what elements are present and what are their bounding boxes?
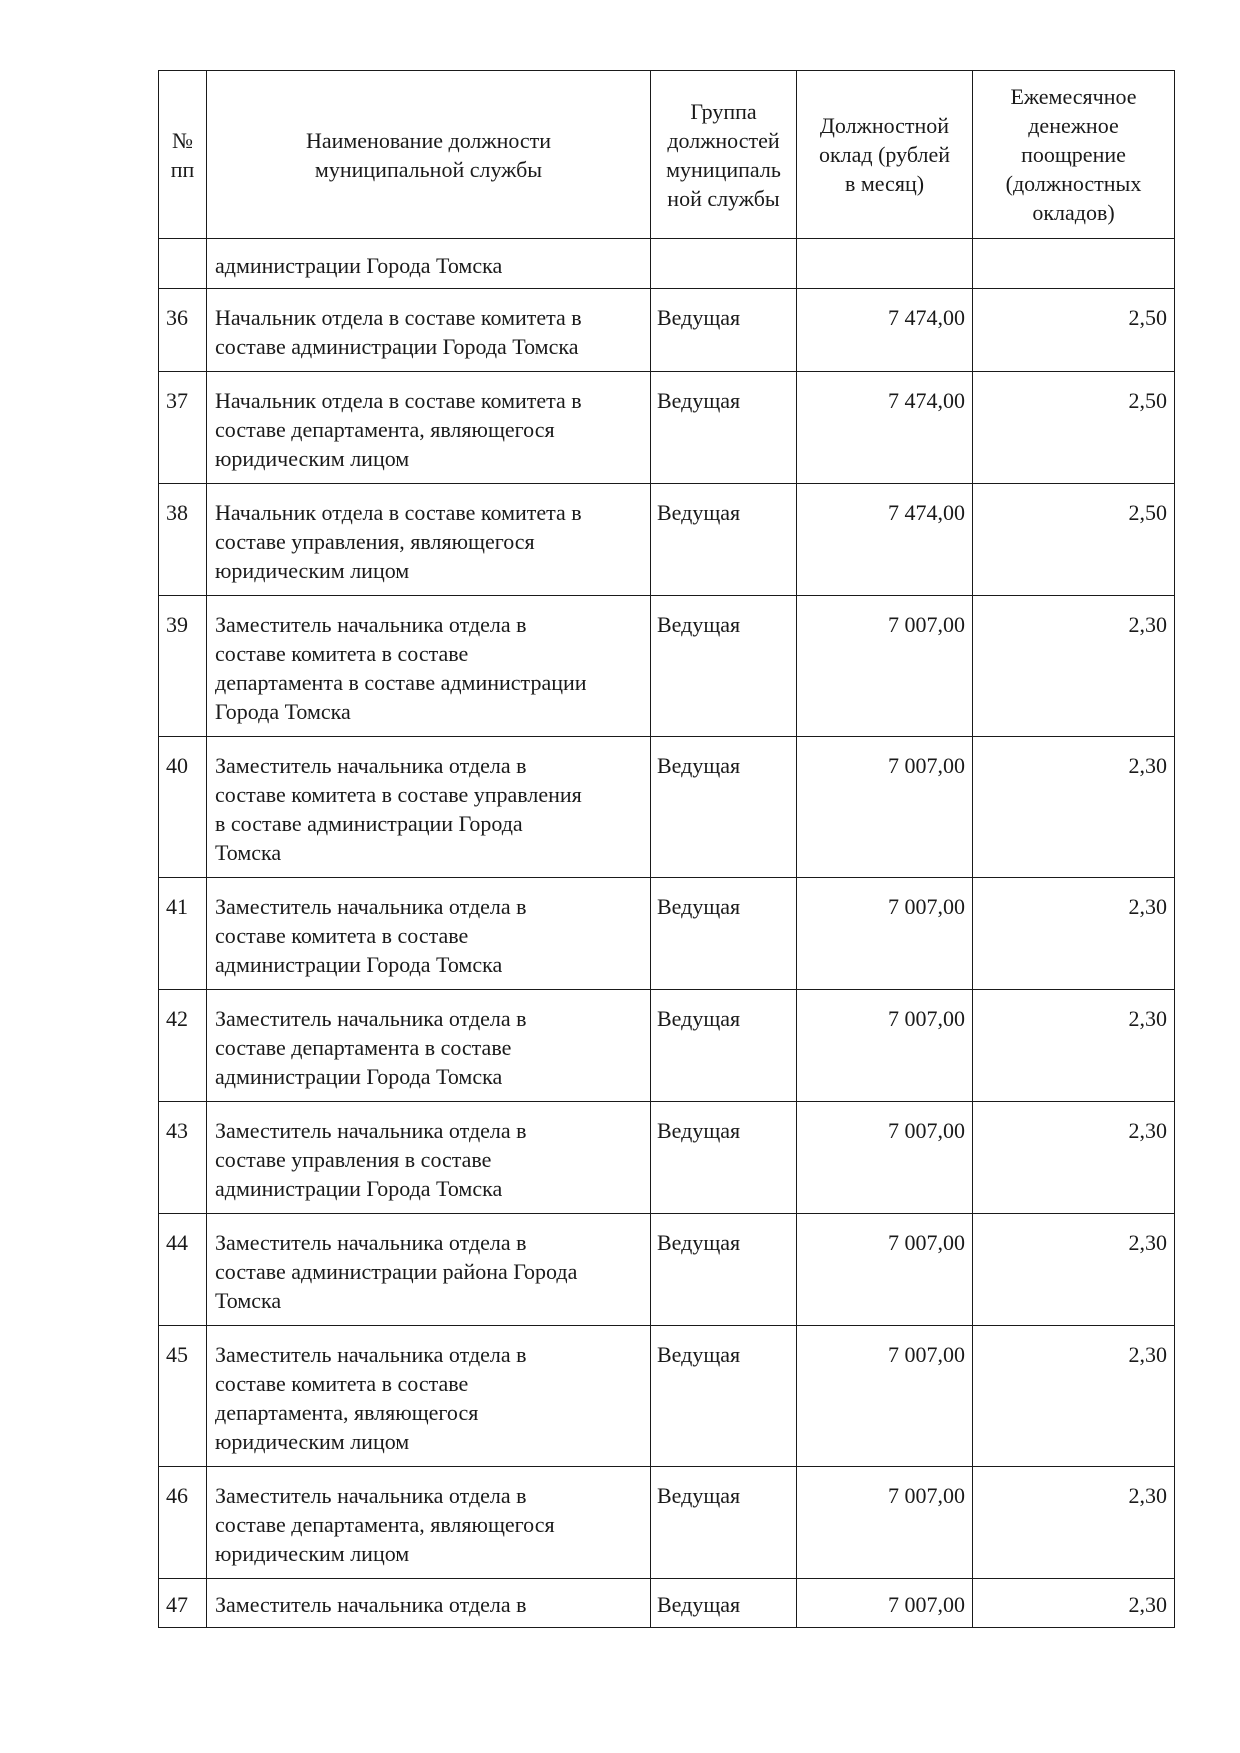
cell-bonus: 2,50: [973, 289, 1175, 372]
table-row: [159, 1214, 1175, 1326]
text-line: должностей: [667, 127, 780, 153]
text-line: Заместитель начальника отдела в: [215, 1592, 527, 1617]
cell-num: 37: [159, 372, 207, 484]
cell-bonus: 2,30: [973, 737, 1175, 878]
cell-group: Ведущая: [651, 1579, 797, 1628]
text-line: составе управления, являющегося: [215, 529, 535, 554]
text-line: пп: [170, 156, 195, 182]
text-line: Заместитель начальника отдела в: [215, 612, 527, 637]
text-line: Томска: [215, 840, 282, 865]
cell-name: [207, 289, 651, 372]
text-line: поощрение: [1021, 142, 1126, 167]
cell-group: Ведущая: [651, 1214, 797, 1326]
text-line: Начальник отдела в составе комитета в: [215, 305, 582, 330]
cell-name: [207, 1102, 651, 1214]
text-line: составе администрации района Города: [215, 1259, 578, 1284]
text-line: Города Томска: [215, 699, 351, 724]
table-row: [159, 289, 1175, 372]
text-line: Заместитель начальника отдела в: [215, 1118, 527, 1143]
cell-num: 39: [159, 596, 207, 737]
text-line: администрации Города Томска: [215, 253, 503, 278]
text-line: окладов): [1032, 200, 1115, 225]
text-line: составе комитета в составе управления: [215, 782, 582, 807]
cell-bonus: 2,30: [973, 990, 1175, 1102]
positions-table: [158, 70, 1175, 1628]
cell-salary: 7 007,00: [797, 1467, 973, 1579]
header-num: [159, 71, 207, 239]
cell-name: [207, 484, 651, 596]
table-header-row: [159, 71, 1175, 239]
cell-salary: 7 007,00: [797, 990, 973, 1102]
table-row: [159, 1579, 1175, 1628]
cell-salary: 7 474,00: [797, 484, 973, 596]
table-row: [159, 1102, 1175, 1214]
table-row: [159, 372, 1175, 484]
text-line: составе администрации Города Томска: [215, 334, 579, 359]
header-bonus: [973, 71, 1175, 239]
text-line: юридическим лицом: [215, 446, 410, 471]
text-line: Заместитель начальника отдела в: [215, 1483, 527, 1508]
text-line: администрации Города Томска: [215, 1176, 503, 1201]
text-line: Должностной: [819, 113, 950, 138]
text-line: (должностных: [1005, 171, 1142, 196]
text-line: Ежемесячное: [1010, 84, 1137, 109]
cell-num: 36: [159, 289, 207, 372]
header-name: [207, 71, 651, 239]
text-line: составе комитета в составе: [215, 1371, 469, 1396]
cell-salary: 7 474,00: [797, 289, 973, 372]
text-line: в составе администрации Города: [215, 811, 523, 836]
cell-group: Ведущая: [651, 484, 797, 596]
cell-group: Ведущая: [651, 737, 797, 878]
table-row: [159, 878, 1175, 990]
text-line: Начальник отдела в составе комитета в: [215, 388, 582, 413]
cell-salary: 7 007,00: [797, 596, 973, 737]
cell-name: [207, 1214, 651, 1326]
cell-bonus: 2,50: [973, 372, 1175, 484]
text-line: составе управления в составе: [215, 1147, 492, 1172]
cell-name: [207, 990, 651, 1102]
text-line: №: [172, 127, 193, 153]
text-line: в месяц): [844, 171, 925, 196]
text-line: составе департамента в составе: [215, 1035, 512, 1060]
cell-group: Ведущая: [651, 289, 797, 372]
cell-num: 46: [159, 1467, 207, 1579]
text-line: муниципаль: [666, 156, 781, 182]
cell-bonus: 2,30: [973, 596, 1175, 737]
text-line: денежное: [1028, 113, 1119, 138]
cell-salary: 7 007,00: [797, 1214, 973, 1326]
cell-num: 47: [159, 1579, 207, 1628]
cell-group: Ведущая: [651, 990, 797, 1102]
cell-bonus: [973, 239, 1175, 289]
text-line: администрации Города Томска: [215, 952, 503, 977]
text-line: Томска: [215, 1288, 282, 1313]
table-row: [159, 596, 1175, 737]
cell-name: [207, 1326, 651, 1467]
cell-bonus: 2,30: [973, 878, 1175, 990]
cell-bonus: 2,30: [973, 1579, 1175, 1628]
cell-group: Ведущая: [651, 1326, 797, 1467]
cell-name: [207, 878, 651, 990]
cell-name: [207, 737, 651, 878]
cell-num: 38: [159, 484, 207, 596]
table-row: [159, 484, 1175, 596]
text-line: составе департамента, являющегося: [215, 417, 555, 442]
cell-name: [207, 1579, 651, 1628]
cell-salary: 7 007,00: [797, 1579, 973, 1628]
cell-num: 44: [159, 1214, 207, 1326]
text-line: Наименование должности: [305, 127, 552, 153]
text-line: администрации Города Томска: [215, 1064, 503, 1089]
text-line: муниципальной службы: [314, 156, 543, 182]
cell-group: Ведущая: [651, 372, 797, 484]
cell-salary: 7 474,00: [797, 372, 973, 484]
table-row: [159, 1467, 1175, 1579]
cell-name: [207, 596, 651, 737]
table-row: [159, 737, 1175, 878]
cell-num: 45: [159, 1326, 207, 1467]
cell-name: [207, 1467, 651, 1579]
cell-salary: [797, 239, 973, 289]
cell-num: 41: [159, 878, 207, 990]
text-line: Заместитель начальника отдела в: [215, 1342, 527, 1367]
cell-bonus: 2,30: [973, 1467, 1175, 1579]
text-line: департамента в составе администрации: [215, 670, 587, 695]
text-line: юридическим лицом: [215, 558, 410, 583]
header-group: [651, 71, 797, 239]
text-line: департамента, являющегося: [215, 1400, 479, 1425]
text-line: Группа: [690, 98, 757, 124]
cell-name: [207, 239, 651, 289]
continuation-row: [159, 239, 1175, 289]
cell-salary: 7 007,00: [797, 1102, 973, 1214]
cell-salary: 7 007,00: [797, 1326, 973, 1467]
cell-group: Ведущая: [651, 1102, 797, 1214]
cell-bonus: 2,30: [973, 1102, 1175, 1214]
text-line: юридическим лицом: [215, 1429, 410, 1454]
cell-bonus: 2,50: [973, 484, 1175, 596]
text-line: составе комитета в составе: [215, 641, 469, 666]
text-line: составе департамента, являющегося: [215, 1512, 555, 1537]
text-line: составе комитета в составе: [215, 923, 469, 948]
text-line: Заместитель начальника отдела в: [215, 1006, 527, 1031]
cell-num: 43: [159, 1102, 207, 1214]
text-line: Начальник отдела в составе комитета в: [215, 500, 582, 525]
header-salary: [797, 71, 973, 239]
text-line: юридическим лицом: [215, 1541, 410, 1566]
cell-salary: 7 007,00: [797, 878, 973, 990]
text-line: оклад (рублей: [818, 142, 951, 167]
cell-name: [207, 372, 651, 484]
cell-group: Ведущая: [651, 1467, 797, 1579]
text-line: Заместитель начальника отдела в: [215, 1230, 527, 1255]
text-line: ной службы: [667, 185, 780, 211]
cell-num: 40: [159, 737, 207, 878]
text-line: Заместитель начальника отдела в: [215, 894, 527, 919]
cell-group: [651, 239, 797, 289]
cell-num: [159, 239, 207, 289]
cell-salary: 7 007,00: [797, 737, 973, 878]
cell-group: Ведущая: [651, 596, 797, 737]
cell-bonus: 2,30: [973, 1214, 1175, 1326]
table-row: [159, 990, 1175, 1102]
text-line: Заместитель начальника отдела в: [215, 753, 527, 778]
cell-num: 42: [159, 990, 207, 1102]
cell-group: Ведущая: [651, 878, 797, 990]
table-row: [159, 1326, 1175, 1467]
cell-bonus: 2,30: [973, 1326, 1175, 1467]
